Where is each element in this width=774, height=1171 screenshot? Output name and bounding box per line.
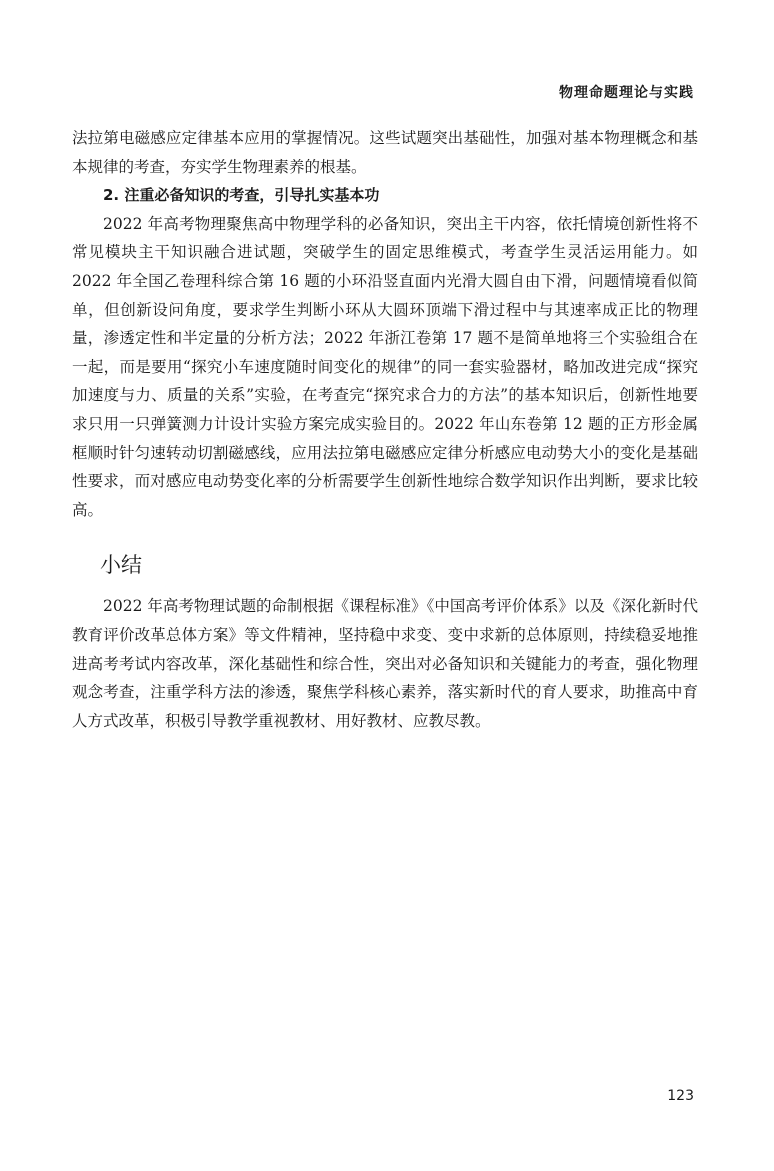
- summary-paragraph: 2022 年高考物理试题的命制根据《课程标准》《中国高考评价体系》以及《深化新时代教育评价改革总体方案》等文件精神，坚持稳中求变、变中求新的总体原则，持续稳妥地推进高考考试内容改革，深化基础性和综合性，突出对必备知识和关键能力的考查，强化物理观念考查，注重学科方法的渗透，聚焦学科核心素养，落实新时代的育人要求，助推高中育人方式改革，积极引导教学重视教材、用好教材、应教尽教。: [72, 597, 698, 730]
- header-rule: [60, 108, 694, 109]
- running-header: 物理命题理论与实践: [559, 85, 694, 101]
- paragraph-2: 2022 年高考物理聚焦高中物理学科的必备知识，突出主干内容，依托情境创新性将不常见模块主干知识融合进试题，突破学生的固定思维模式，考查学生灵活运用能力。如 2022 年全国乙卷理科综合第 16 题的小环沿竖直面内光滑大圆自由下滑，问题情境看似简单，但创新设问角度，要求学生判断小环从大圆环顶端下滑过程中与其速率成正比的物理量，渗透定性和半定量的分析方法；2022 年浙江卷第 17 题不是简单地将三个实验组合在一起，而是要用“探究小车速度随时间变化的规律”的同一套实验器材，略加改进完成“探究加速度与力、质量的关系”实验，在考查完“探究求合力的方法”的基本知识后，创新性地要求只用一只弹簧测力计设计实验方案完成实验目的。2022 年山东卷第 12 题的正方形金属框顺时针匀速转动切割磁感线，应用法拉第电磁感应定律分析感应电动势大小的变化是基础性要求，而对感应电动势变化率的分析需要学生创新性地综合数学知识作出判断，要求比较高。: [72, 214, 698, 519]
- page-body: [72, 124, 698, 735]
- section-title-summary: 小结: [100, 553, 142, 578]
- subheading-2: 2. 注重必备知识的考查，引导扎实基本功: [103, 186, 380, 205]
- paragraph-continued: 法拉第电磁感应定律基本应用的掌握情况。这些试题突出基础性，加强对基本物理概念和基本规律的考查，夯实学生物理素养的根基。: [72, 129, 698, 176]
- page-number: 123: [667, 1088, 694, 1104]
